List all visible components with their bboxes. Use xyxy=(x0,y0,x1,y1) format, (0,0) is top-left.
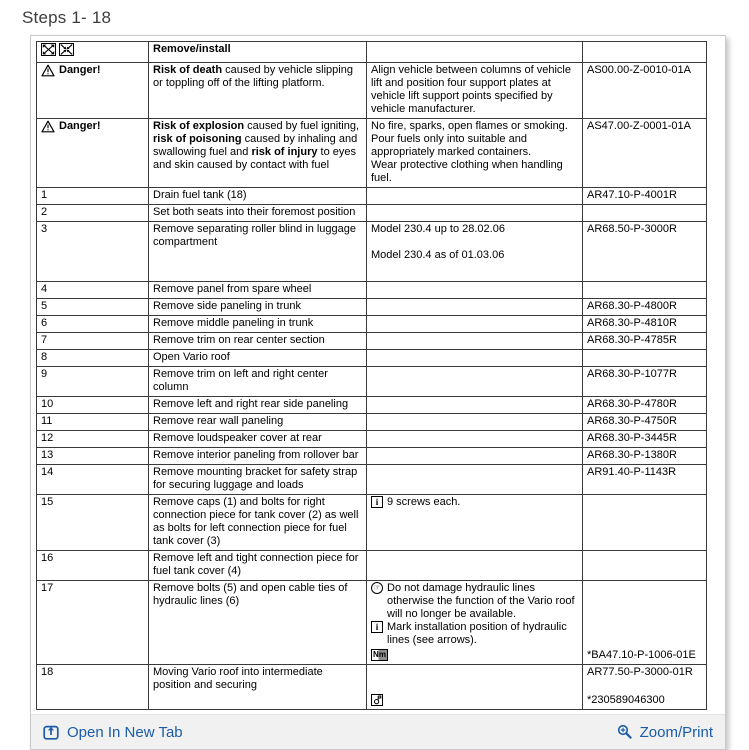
description-cell: Remove left and right rear side paneling xyxy=(149,397,367,414)
info-cell xyxy=(367,350,583,367)
document-code: AR68.30-P-3445R xyxy=(587,432,677,444)
description-cell: Remove separating roller blind in luggage compartment xyxy=(149,222,367,282)
description-cell: Remove trim on rear center section xyxy=(149,333,367,350)
description-cell: Moving Vario roof into intermediate position and securing xyxy=(149,665,367,710)
document-code: AR91.40-P-1143R xyxy=(587,466,677,478)
step-number-cell: 8 xyxy=(37,350,149,367)
info-cell xyxy=(367,188,583,205)
description-cell: Remove middle paneling in trunk xyxy=(149,316,367,333)
step-number-cell: 9 xyxy=(37,367,149,397)
step-number-cell: 4 xyxy=(37,282,149,299)
description-cell: Risk of explosion caused by fuel igniting, risk of poisoning caused by inhaling and swallowing fuel and risk of injury to eyes and skin caused by contact with fuel xyxy=(149,119,367,188)
code-cell xyxy=(583,465,707,495)
description-cell: Remove left and tight connection piece for fuel tank cover (4) xyxy=(149,551,367,581)
info-block: Wear protective clothing when handling fuel. xyxy=(371,159,563,184)
step-row-11 xyxy=(37,414,707,431)
code-cell xyxy=(583,119,707,188)
step-number-cell: 14 xyxy=(37,465,149,495)
table-wrap xyxy=(31,36,725,714)
code-cell xyxy=(583,282,707,299)
step-number-cell: 16 xyxy=(37,551,149,581)
info-cell xyxy=(367,665,583,710)
document-code: AR77.50-P-3000-01R xyxy=(587,666,693,678)
document-code: AR68.30-P-1380R xyxy=(587,449,677,461)
document-code: AS47.00-Z-0001-01A xyxy=(587,120,691,132)
description-cell: Open Vario roof xyxy=(149,350,367,367)
description-cell: Remove trim on left and right center column xyxy=(149,367,367,397)
steps-table xyxy=(36,41,707,710)
step-number-cell: 12 xyxy=(37,431,149,448)
step-row-14 xyxy=(37,465,707,495)
code-cell xyxy=(583,63,707,119)
info-block: ☞ Do not damage hydraulic lines otherwise the function of the Vario roof will no longer be available. xyxy=(371,582,578,621)
code-cell xyxy=(583,431,707,448)
document-code: AR68.30-P-4785R xyxy=(587,334,677,346)
step-number-cell: 13 xyxy=(37,448,149,465)
special-tool-icon xyxy=(371,694,383,706)
info-cell xyxy=(367,495,583,551)
step-row-16 xyxy=(37,551,707,581)
info-cell xyxy=(367,205,583,222)
info-square-icon: i xyxy=(371,621,383,633)
code-cell xyxy=(583,448,707,465)
step-number-cell: 10 xyxy=(37,397,149,414)
description-cell: Remove panel from spare wheel xyxy=(149,282,367,299)
info-cell xyxy=(367,551,583,581)
document-code: AR68.50-P-3000R xyxy=(587,223,677,235)
code-cell xyxy=(583,316,707,333)
step-row-6 xyxy=(37,316,707,333)
document-code: AR68.30-P-4810R xyxy=(587,317,677,329)
code-cell xyxy=(583,367,707,397)
code-cell xyxy=(583,222,707,282)
document-panel xyxy=(30,35,726,750)
info-cell xyxy=(367,333,583,350)
step-row-9 xyxy=(37,367,707,397)
step-row-8 xyxy=(37,350,707,367)
zoom-print-label: Zoom/Print xyxy=(639,723,713,741)
code-cell xyxy=(583,205,707,222)
code-cell xyxy=(583,665,707,710)
arrows-in-icon xyxy=(59,43,74,56)
document-code: *230589046300 xyxy=(587,694,665,706)
zoom-print-button[interactable] xyxy=(617,724,713,741)
code-cell xyxy=(583,350,707,367)
code-cell xyxy=(583,581,707,665)
info-cell xyxy=(367,299,583,316)
step-row-3 xyxy=(37,222,707,282)
description-cell: Drain fuel tank (18) xyxy=(149,188,367,205)
code-cell xyxy=(583,299,707,316)
steps-table-body xyxy=(37,63,707,710)
description-cell: Remove bolts (5) and open cable ties of hydraulic lines (6) xyxy=(149,581,367,665)
info-cell xyxy=(367,282,583,299)
torque-nm-icon: Nm xyxy=(371,649,388,661)
document-code: *BA47.10-P-1006-01E xyxy=(587,649,696,661)
step-number-cell: Danger! xyxy=(37,119,149,188)
document-code: AR68.30-P-1077R xyxy=(587,368,677,380)
zoom-plus-icon xyxy=(617,724,633,740)
description-cell: Remove caps (1) and bolts for right connection piece for tank cover (2) as well as bolts for left connection piece for fuel tank cover (3) xyxy=(149,495,367,551)
code-cell xyxy=(583,188,707,205)
info-cell xyxy=(367,397,583,414)
info-block: i Mark installation position of hydraulic lines (see arrows). xyxy=(371,621,578,647)
document-code: AR68.30-P-4800R xyxy=(587,300,677,312)
step-row-5 xyxy=(37,299,707,316)
code-cell xyxy=(583,397,707,414)
info-block: Align vehicle between columns of vehicle lift and position four support plates at vehicle lift support points specified by vehicle manufacturer. xyxy=(371,64,571,115)
header-code-cell xyxy=(583,42,707,63)
info-cell xyxy=(367,581,583,665)
info-cell xyxy=(367,222,583,282)
step-number-cell: 7 xyxy=(37,333,149,350)
header-symbols-cell xyxy=(37,42,149,63)
step-number-cell: 1 xyxy=(37,188,149,205)
warning-triangle-icon xyxy=(41,120,55,133)
step-number-cell: 5 xyxy=(37,299,149,316)
step-row-10 xyxy=(37,397,707,414)
danger-row-2 xyxy=(37,119,707,188)
description-cell: Remove loudspeaker cover at rear xyxy=(149,431,367,448)
step-number-cell: 17 xyxy=(37,581,149,665)
info-cell xyxy=(367,431,583,448)
step-row-7 xyxy=(37,333,707,350)
info-block xyxy=(371,649,388,661)
document-code: AS00.00-Z-0010-01A xyxy=(587,64,691,76)
page-title: Steps 1- 18 xyxy=(22,8,112,27)
description-cell: Remove interior paneling from rollover bar xyxy=(149,448,367,465)
code-cell xyxy=(583,333,707,350)
step-row-13 xyxy=(37,448,707,465)
step-number-cell: Danger! xyxy=(37,63,149,119)
code-cell xyxy=(583,551,707,581)
arrows-out-icon xyxy=(41,43,56,56)
info-block: Pour fuels only into suitable and appropriately marked containers. xyxy=(371,133,532,158)
step-row-18 xyxy=(37,665,707,710)
step-row-1 xyxy=(37,188,707,205)
viewer-footer xyxy=(31,714,725,749)
open-in-new-tab-icon xyxy=(43,724,60,740)
step-number-cell: 6 xyxy=(37,316,149,333)
document-code: AR68.30-P-4780R xyxy=(587,398,677,410)
info-cell xyxy=(367,414,583,431)
danger-row-1 xyxy=(37,63,707,119)
step-row-12 xyxy=(37,431,707,448)
info-cell xyxy=(367,465,583,495)
document-code: AR47.10-P-4001R xyxy=(587,189,677,201)
document-code: AR68.30-P-4750R xyxy=(587,415,677,427)
step-number-cell: 2 xyxy=(37,205,149,222)
info-block: i 9 screws each. xyxy=(371,496,578,509)
info-cell xyxy=(367,367,583,397)
step-row-15 xyxy=(37,495,707,551)
step-number-cell: 11 xyxy=(37,414,149,431)
step-row-4 xyxy=(37,282,707,299)
info-block xyxy=(371,694,383,706)
description-cell: Remove rear wall paneling xyxy=(149,414,367,431)
header-remove-install: Remove/install xyxy=(149,42,367,63)
header-info-cell xyxy=(367,42,583,63)
description-cell: Set both seats into their foremost position xyxy=(149,205,367,222)
step-number-cell: 18 xyxy=(37,665,149,710)
open-in-new-tab-button[interactable] xyxy=(43,724,183,741)
info-block: Model 230.4 as of 01.03.06 xyxy=(371,249,505,261)
hand-note-icon: ☞ xyxy=(371,582,383,594)
step-number-cell: 15 xyxy=(37,495,149,551)
info-cell xyxy=(367,448,583,465)
info-block: No fire, sparks, open flames or smoking. xyxy=(371,120,568,132)
step-row-2 xyxy=(37,205,707,222)
step-number-cell: 3 xyxy=(37,222,149,282)
code-cell xyxy=(583,495,707,551)
description-cell: Remove mounting bracket for safety strap for securing luggage and loads xyxy=(149,465,367,495)
table-header-row xyxy=(37,42,707,63)
info-cell xyxy=(367,119,583,188)
open-in-new-tab-label: Open In New Tab xyxy=(67,723,183,741)
info-block: Model 230.4 up to 28.02.06 xyxy=(371,223,505,235)
info-square-icon: i xyxy=(371,496,383,508)
info-cell xyxy=(367,63,583,119)
description-cell: Remove side paneling in trunk xyxy=(149,299,367,316)
info-cell xyxy=(367,316,583,333)
code-cell xyxy=(583,414,707,431)
description-cell: Risk of death caused by vehicle slipping or toppling off of the lifting platform. xyxy=(149,63,367,119)
warning-triangle-icon xyxy=(41,64,55,77)
step-row-17 xyxy=(37,581,707,665)
